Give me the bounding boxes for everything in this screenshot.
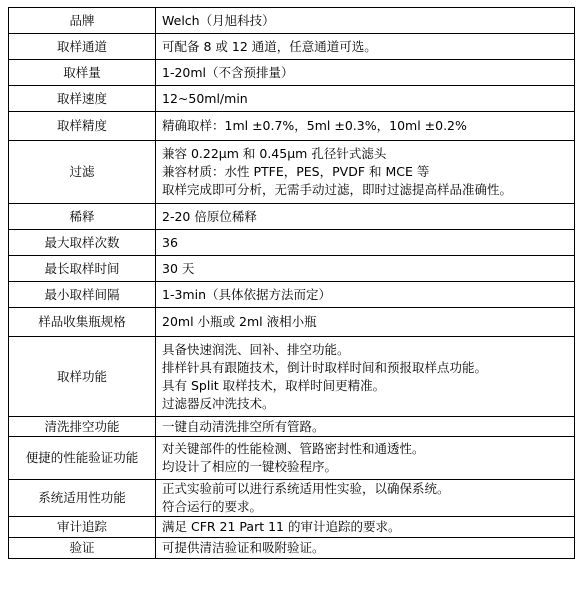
table-row <box>9 112 575 141</box>
row-value <box>156 256 575 282</box>
table-row <box>9 60 575 86</box>
table-row <box>9 538 575 559</box>
row-value <box>156 282 575 308</box>
value-line: 2-20 倍原位稀释 <box>162 208 257 224</box>
row-label: 最大取样次数 <box>9 230 156 256</box>
row-value <box>156 538 575 559</box>
table-row <box>9 8 575 34</box>
row-value <box>156 308 575 337</box>
table-row <box>9 230 575 256</box>
row-value <box>156 230 575 256</box>
row-label: 取样量 <box>9 60 156 86</box>
row-value <box>156 204 575 230</box>
row-label: 品牌 <box>9 8 156 34</box>
row-label: 稀释 <box>9 204 156 230</box>
value-line: 12~50ml/min <box>162 90 248 106</box>
row-value <box>156 60 575 86</box>
row-value <box>156 34 575 60</box>
row-label: 样品收集瓶规格 <box>9 308 156 337</box>
spec-table <box>8 7 575 559</box>
row-label: 验证 <box>9 538 156 559</box>
value-line: 精确取样：1ml ±0.7%，5ml ±0.3%，10ml ±0.2% <box>162 118 467 133</box>
table-row <box>9 141 575 204</box>
row-value <box>156 141 575 204</box>
value-line: 1-3min（具体依据方法而定） <box>162 286 331 302</box>
row-value <box>156 8 575 34</box>
table-row <box>9 204 575 230</box>
table-row <box>9 86 575 112</box>
row-label: 取样精度 <box>9 112 156 141</box>
value-line: 过滤器反冲洗技术。 <box>162 395 275 411</box>
value-line: 可提供清洁验证和吸附验证。 <box>162 540 325 555</box>
table-row <box>9 480 575 517</box>
value-line: Welch（月旭科技） <box>162 12 275 28</box>
value-line: 均设计了相应的一键校验程序。 <box>162 459 338 474</box>
row-value <box>156 112 575 141</box>
value-line: 20ml 小瓶或 2ml 液相小瓶 <box>162 314 317 329</box>
row-label: 便捷的性能验证功能 <box>9 437 156 480</box>
row-label: 过滤 <box>9 141 156 204</box>
value-line: 符合运行的要求。 <box>162 499 263 514</box>
row-label: 系统适用性功能 <box>9 480 156 517</box>
row-label: 最小取样间隔 <box>9 282 156 308</box>
table-row <box>9 337 575 417</box>
value-line: 兼容 0.22μm 和 0.45μm 孔径针式滤头 <box>162 146 387 161</box>
row-label: 最长取样时间 <box>9 256 156 282</box>
row-value <box>156 337 575 417</box>
value-line: 满足 CFR 21 Part 11 的审计追踪的要求。 <box>162 519 401 534</box>
table-row <box>9 282 575 308</box>
value-line: 30 天 <box>162 260 195 276</box>
value-line: 可配备 8 或 12 通道，任意通道可选。 <box>162 38 377 54</box>
value-line: 兼容材质：水性 PTFE，PES，PVDF 和 MCE 等 <box>162 164 430 179</box>
row-label: 取样速度 <box>9 86 156 112</box>
row-label: 清洗排空功能 <box>9 417 156 437</box>
table-row <box>9 34 575 60</box>
value-line: 具有 Split 取样技术，取样时间更精准。 <box>162 377 386 393</box>
row-value <box>156 417 575 437</box>
row-value <box>156 86 575 112</box>
table-row <box>9 437 575 480</box>
table-row <box>9 256 575 282</box>
row-label: 取样功能 <box>9 337 156 417</box>
value-line: 取样完成即可分析，无需手动过滤，即时过滤提高样品准确性。 <box>162 182 513 197</box>
value-line: 排样针具有跟随技术，倒计时取样时间和预报取样点功能。 <box>162 359 488 375</box>
row-value <box>156 437 575 480</box>
value-line: 正式实验前可以进行系统适用性实验，以确保系统。 <box>162 481 450 496</box>
value-line: 具备快速润洗、回补、排空功能。 <box>162 341 350 357</box>
value-line: 36 <box>162 234 178 250</box>
row-label: 审计追踪 <box>9 517 156 538</box>
row-value <box>156 517 575 538</box>
table-row <box>9 517 575 538</box>
table-row <box>9 417 575 437</box>
value-line: 一键自动清洗排空所有管路。 <box>162 418 325 434</box>
value-line: 对关键部件的性能检测、管路密封性和通透性。 <box>162 441 425 456</box>
value-line: 1-20ml（不含预排量） <box>162 64 294 80</box>
table-row <box>9 308 575 337</box>
row-value <box>156 480 575 517</box>
row-label: 取样通道 <box>9 34 156 60</box>
